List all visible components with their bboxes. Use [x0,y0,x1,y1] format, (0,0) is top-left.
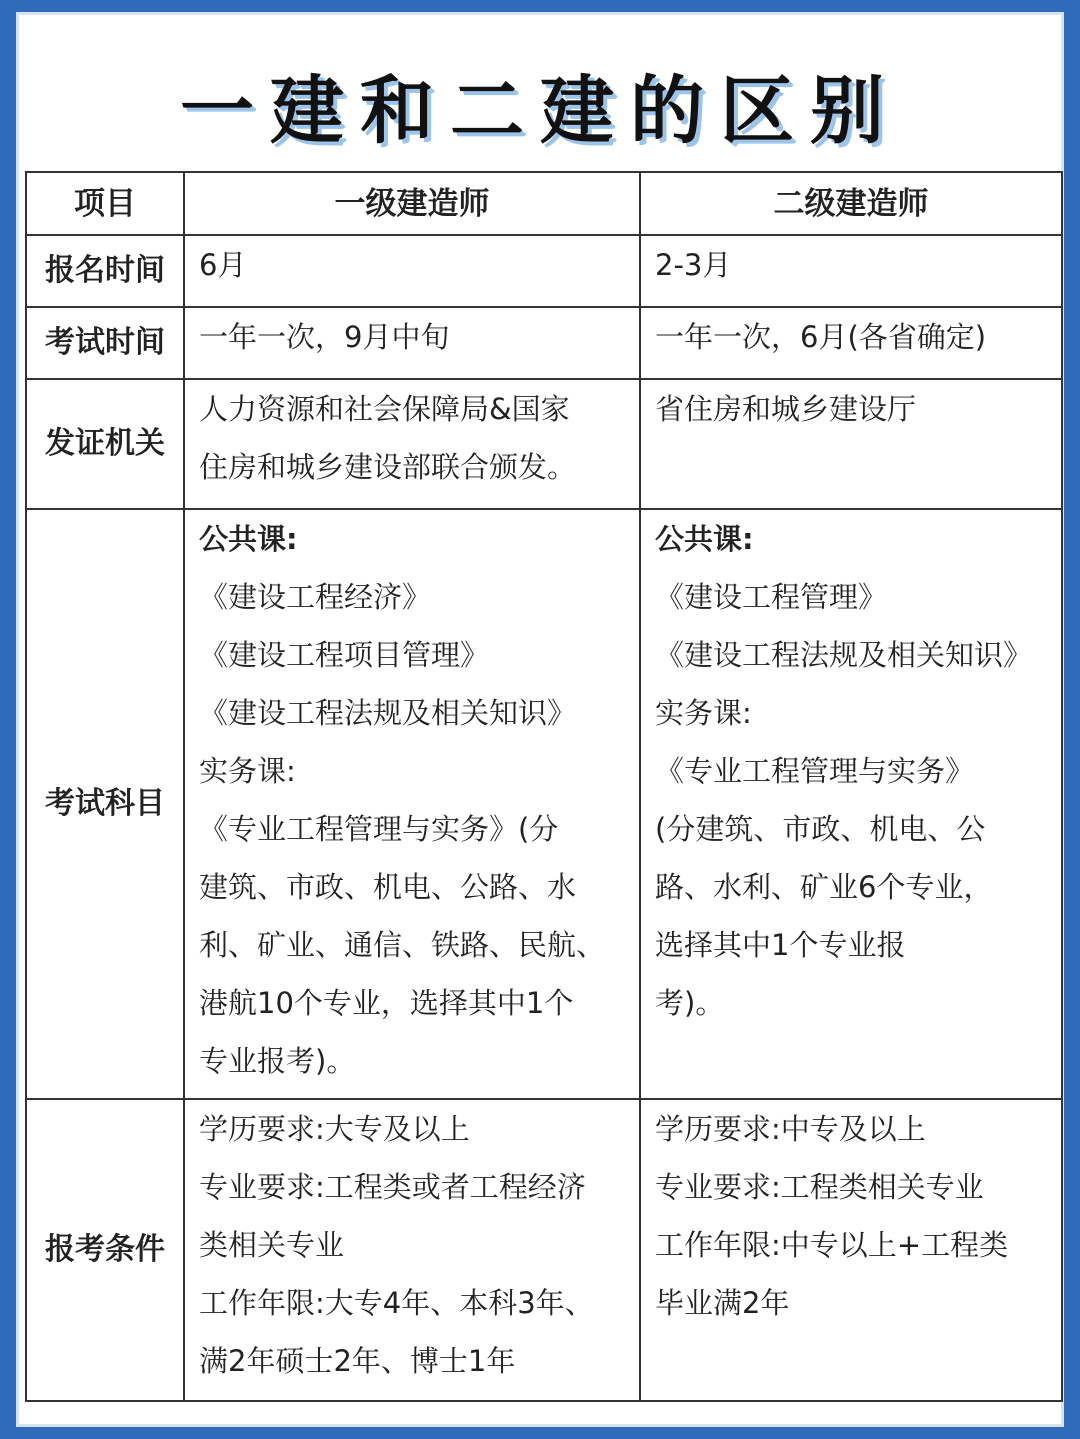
cell-line: 考)。 [655,986,725,1020]
row-label-eligibility: 报考条件 [26,1099,184,1401]
table-row [26,235,1062,307]
row-label-exam-time: 考试时间 [26,307,184,379]
cell-line: 毕业满2年 [655,1286,790,1320]
cell-level-one [184,509,640,1099]
cell-level-one [184,307,640,379]
cell-level-two [640,379,1062,509]
cell-line: 建筑、市政、机电、公路、水 [199,870,577,904]
table-row [26,307,1062,379]
cell-line: 实务课: [199,754,296,788]
cell-line: 港航10个专业，选择其中1个 [199,986,574,1020]
cell-line: 《建设工程法规及相关知识》 [199,696,577,730]
cell-line: 《建设工程管理》 [655,580,888,614]
cell-line: 公共课: [199,522,298,556]
cell-line: 满2年硕士2年、博士1年 [199,1344,516,1378]
table-row [26,509,1062,1099]
cell-line: 《建设工程法规及相关知识》 [655,638,1033,672]
cell-level-one [184,235,640,307]
table-row [26,1099,1062,1401]
cell-line: 一年一次，6月(各省确定) [655,320,987,354]
cell-line: 专业报考)。 [199,1044,356,1078]
cell-level-one [184,1099,640,1401]
cell-line: 人力资源和社会保障局&国家 [199,392,570,426]
page-title: 一建和二建的区别 [180,68,900,154]
cell-line: 选择其中1个专业报 [655,928,906,962]
header-item: 项目 [26,172,184,235]
cell-line: 2-3月 [655,248,732,282]
cell-line: 公共课: [655,522,754,556]
cell-line: (分建筑、市政、机电、公 [655,812,986,846]
cell-line: 专业要求:工程类相关专业 [655,1170,984,1204]
cell-line: 省住房和城乡建设厅 [655,392,917,426]
cell-line: 《建设工程项目管理》 [199,638,490,672]
cell-level-two [640,307,1062,379]
cell-line: 学历要求:中专及以上 [655,1112,926,1146]
cell-line: 工作年限:大专4年、本科3年、 [199,1286,594,1320]
table-row [26,379,1062,509]
table-header-row [26,172,1062,235]
cell-line: 学历要求:大专及以上 [199,1112,470,1146]
cell-line: 专业要求:工程类或者工程经济 [199,1170,586,1204]
cell-level-two [640,509,1062,1099]
cell-line: 《建设工程经济》 [199,580,432,614]
cell-level-one [184,379,640,509]
cell-line: 工作年限:中专以上+工程类 [655,1228,1009,1262]
cell-line: 利、矿业、通信、铁路、民航、 [199,928,606,962]
cell-line: 类相关专业 [199,1228,345,1262]
cell-line: 《专业工程管理与实务》(分 [199,812,559,846]
cell-line: 6月 [199,248,247,282]
cell-line: 实务课: [655,696,752,730]
cell-level-two [640,235,1062,307]
header-level-one: 一级建造师 [184,172,640,235]
row-label-issuing-authority: 发证机关 [26,379,184,509]
row-label-registration-time: 报名时间 [26,235,184,307]
cell-line: 住房和城乡建设部联合颁发。 [199,450,577,484]
cell-line: 路、水利、矿业6个专业， [655,870,993,904]
cell-line: 《专业工程管理与实务》 [655,754,975,788]
comparison-table [25,171,1063,1402]
header-level-two: 二级建造师 [640,172,1062,235]
cell-level-two [640,1099,1062,1401]
row-label-exam-subjects: 考试科目 [26,509,184,1099]
cell-line: 一年一次，9月中旬 [199,320,450,354]
